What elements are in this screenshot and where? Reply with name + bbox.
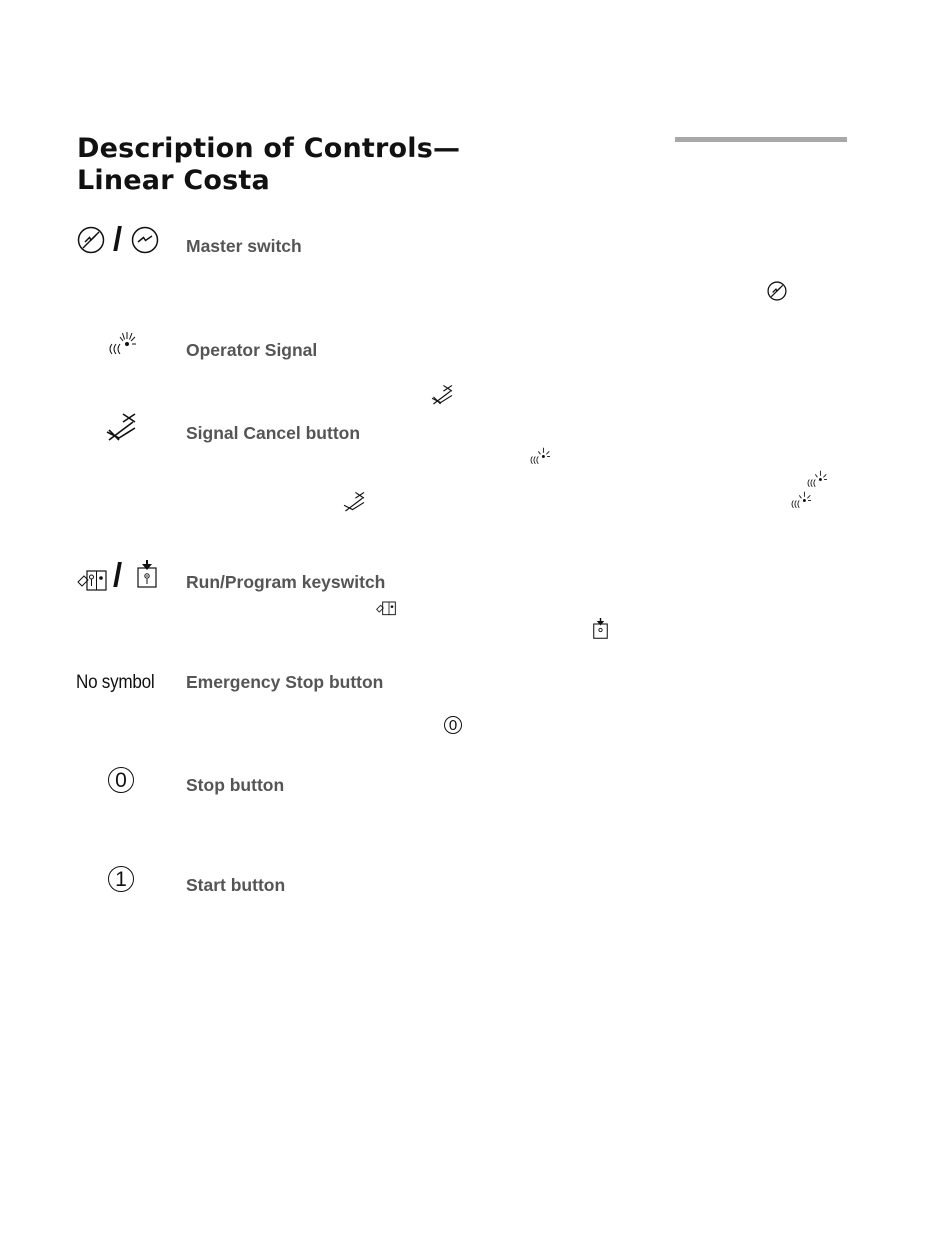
operator-signal-icon — [805, 469, 827, 490]
symbol-separator: / — [113, 556, 123, 593]
signal-cancel-label: Signal Cancel button — [186, 423, 361, 443]
stop-icon: 0 — [108, 767, 134, 793]
operator-signal-icon — [528, 446, 550, 467]
signal-cancel-icon — [105, 412, 137, 440]
page-title — [77, 133, 460, 197]
no-symbol-text: No symbol — [76, 672, 155, 693]
run-program-label: Run/Program keyswitch — [186, 572, 386, 592]
program-key-icon — [592, 618, 609, 639]
page-title-line-2: Linear Costa — [77, 165, 270, 196]
run-key-icon — [76, 568, 108, 592]
operator-signal-label: Operator Signal — [186, 340, 318, 360]
operator-signal-icon — [106, 330, 136, 358]
header-rule — [675, 137, 847, 142]
emergency-stop-label: Emergency Stop button — [186, 672, 384, 692]
power-on-icon — [131, 226, 159, 254]
start-icon: 1 — [108, 866, 134, 892]
signal-cancel-icon — [430, 384, 454, 404]
operator-signal-icon — [789, 490, 811, 511]
start-label: Start button — [186, 875, 286, 895]
program-key-icon — [136, 560, 158, 588]
symbol-separator: / — [113, 220, 123, 257]
power-off-icon — [77, 226, 105, 254]
stop-icon: 0 — [444, 716, 462, 734]
run-key-icon — [375, 600, 397, 616]
stop-label: Stop button — [186, 775, 285, 795]
signal-cancel-icon — [342, 491, 366, 511]
power-off-icon — [767, 281, 787, 301]
master-switch-label: Master switch — [186, 236, 302, 256]
page-title-line-1: Description of Controls— — [77, 133, 461, 164]
